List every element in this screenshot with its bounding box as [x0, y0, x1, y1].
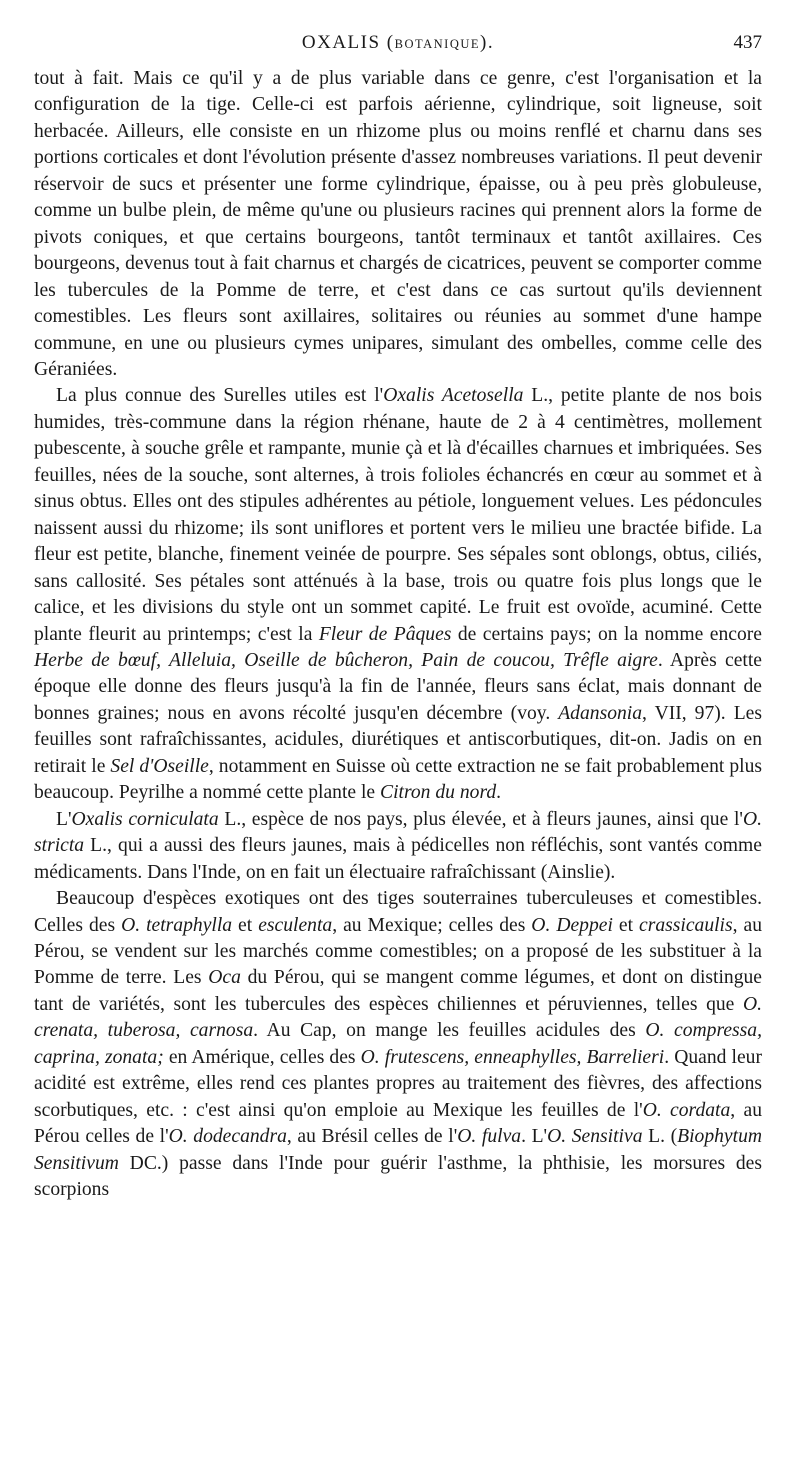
text-run: . — [496, 782, 502, 804]
italic-text: Biophytum Sensitivum — [34, 1126, 763, 1174]
page-number: 437 — [733, 32, 762, 53]
italic-text: Oca — [208, 967, 241, 989]
italic-text: Adansonia — [558, 702, 643, 724]
text-run: , au Pérou, se vendent sur les marchés comme comestibles; on a proposé de les substituer à la Pomme de terre. Les — [34, 914, 763, 989]
text-run: , notamment en Suisse où cette extraction ne se fait probablement plus beaucoup. Peyrilhe a nommé cette plante le — [34, 755, 763, 804]
text-run: en Amérique, celles des — [163, 1046, 361, 1068]
paragraph — [34, 66, 762, 383]
italic-text: O. cordata — [642, 1099, 731, 1121]
paragraph — [34, 807, 762, 886]
header-title-end: ). — [480, 32, 495, 53]
paragraph — [34, 383, 762, 806]
running-header — [34, 26, 762, 66]
text-run: , au Brésil celles de l' — [286, 1126, 458, 1148]
italic-text: O. crenata, tuberosa, carnosa — [34, 993, 762, 1042]
italic-text: O. Deppei — [531, 914, 613, 936]
italic-text: Fleur de Pâques — [318, 623, 452, 645]
text-run: et — [612, 914, 640, 936]
text-run: tout à fait. Mais ce qu'il y a de plus variable dans ce genre, c'est l'organisation et la configuration de la tige. Celle-ci est parfois aérienne, cylindrique, soit ligneuse, soit herbacée. Ailleurs, elle consiste en un rhizome plus ou moins renflé et charnu dans ses portions corticales et dont l'évolution présente d'assez nombreuses variations. Il peut devenir réservoir de sucs et présenter une forme cylindrique, épaisse, ou à peu près globuleuse, comme un bulbe plein, de même qu'une ou plusieurs racines qui prennent alors la forme de pivots coniques, et que certains bourgeons, tantôt terminaux et tantôt axillaires. Ces bourgeons, devenus tout à fait charnus et chargés de cicatrices, peuvent se comporter comme les tubercules de la Pomme de terre, et c'est dans ce cas surtout qu'ils deviennent comestibles. Les fleurs sont axillaires, solitaires ou réunies au sommet d'une hampe commune, en une ou plusieurs cymes unipares, simulant des ombelles, comme celle des Géraniées. — [34, 68, 762, 380]
text-run: . Après cette époque elle donne des fleurs jusqu'à la fin de l'année, fleurs sans éclat, mais donnant de bonnes graines; nous en avons récolté jusqu'en décembre (voy. — [34, 649, 762, 724]
text-run: L' — [56, 808, 72, 830]
text-run: , au Pérou celles de l' — [34, 1099, 762, 1148]
italic-text: O. compressa, caprina, zonata; — [34, 1020, 762, 1068]
italic-text: Herbe de bœuf, Alleluia, Oseille de bûcheron, Pain de coucou, Trêfle aigre — [34, 649, 658, 671]
text-run: . Au Cap, on mange les feuilles acidules des — [253, 1020, 646, 1042]
italic-text: O. dodecandra — [168, 1126, 287, 1148]
italic-text: Oxalis corniculata — [71, 808, 219, 830]
text-run: L. ( — [642, 1126, 678, 1148]
italic-text: O. fulva — [457, 1126, 522, 1148]
body-text — [34, 66, 762, 1203]
text-run: L., espèce de nos pays, plus élevée, et à fleurs jaunes, ainsi que l' — [218, 808, 743, 830]
text-run: du Pérou, qui se mangent comme légumes, et dont on distingue tant de variétés, sont les tubercules des espèces chiliennes et péruviennes, telles que — [34, 967, 762, 1015]
text-run: Beaucoup d'espèces exotiques ont des tiges souterraines tuberculeuses et comestibles. Celles des — [34, 888, 762, 936]
text-run: L., qui a aussi des fleurs jaunes, mais à pédicelles non réfléchis, sont vantés comme médicaments. Dans l'Inde, on en fait un électuaire rafraîchissant (Ainslie). — [34, 835, 762, 883]
header-title-smallcaps: BOTANIQUE — [394, 37, 481, 51]
header-title — [34, 32, 762, 54]
text-run: de certains pays; on la nomme encore — [451, 623, 762, 645]
text-run: La plus connue des Surelles utiles est l' — [56, 385, 384, 407]
italic-text: Oxalis Acetosella — [383, 385, 524, 407]
italic-text: esculenta — [258, 914, 333, 936]
text-run: , au Mexique; celles des — [332, 914, 532, 936]
header-title-main: OXALIS ( — [301, 32, 395, 53]
italic-text: O. Sensitiva — [547, 1126, 643, 1148]
text-run: L., petite plante de nos bois humides, très-commune dans la région rhénane, haute de 2 à 4 centimètres, mollement pubescente, à souche grêle et rampante, munie çà et là d'écailles charnues et imbriquées. Ses feuilles, nées de la souche, sont alternes, à trois folioles échancrés en cœur au sommet et à sinus obtus. Elles ont des stipules adhérentes au pétiole, longuement velues. Les pédoncules naissent aussi du rhizome; ils sont uniflores et portent vers le milieu une bractée bifide. La fleur est petite, blanche, finement veinée de pourpre. Ses sépales sont oblongs, obtus, ciliés, sans callosité. Ses pétales sont atténués à la base, trois ou quatre fois plus longs que le calice, et les divisions du style ont un sommet capité. Le fruit est ovoïde, acuminé. Cette plante fleurit au printemps; c'est la — [34, 385, 762, 645]
italic-text: Sel d'Oseille — [110, 755, 209, 777]
paragraph — [34, 886, 762, 1203]
text-run: DC.) passe dans l'Inde pour guérir l'asthme, la phthisie, les morsures des scorpions — [34, 1152, 762, 1201]
italic-text: O. frutescens, enneaphylles, Barrelieri — [360, 1046, 665, 1068]
text-run: . Quand leur acidité est extrême, elles rend ces plantes propres au traitement des fièvres, des affections scorbutiques, etc. : c'est ainsi qu'on emploie au Mexique les feuilles de l' — [34, 1046, 762, 1121]
italic-text: O. stricta — [34, 808, 762, 857]
text-run: . L' — [521, 1126, 548, 1148]
italic-text: Citron du nord — [380, 782, 497, 804]
italic-text: O. tetraphylla — [121, 914, 233, 936]
text-run: et — [232, 914, 259, 936]
italic-text: crassicaulis — [639, 914, 733, 936]
text-run: , VII, 97). Les feuilles sont rafraîchissantes, acidules, diurétiques et antiscorbutiques, dit-on. Jadis on en retirait le — [34, 702, 762, 777]
